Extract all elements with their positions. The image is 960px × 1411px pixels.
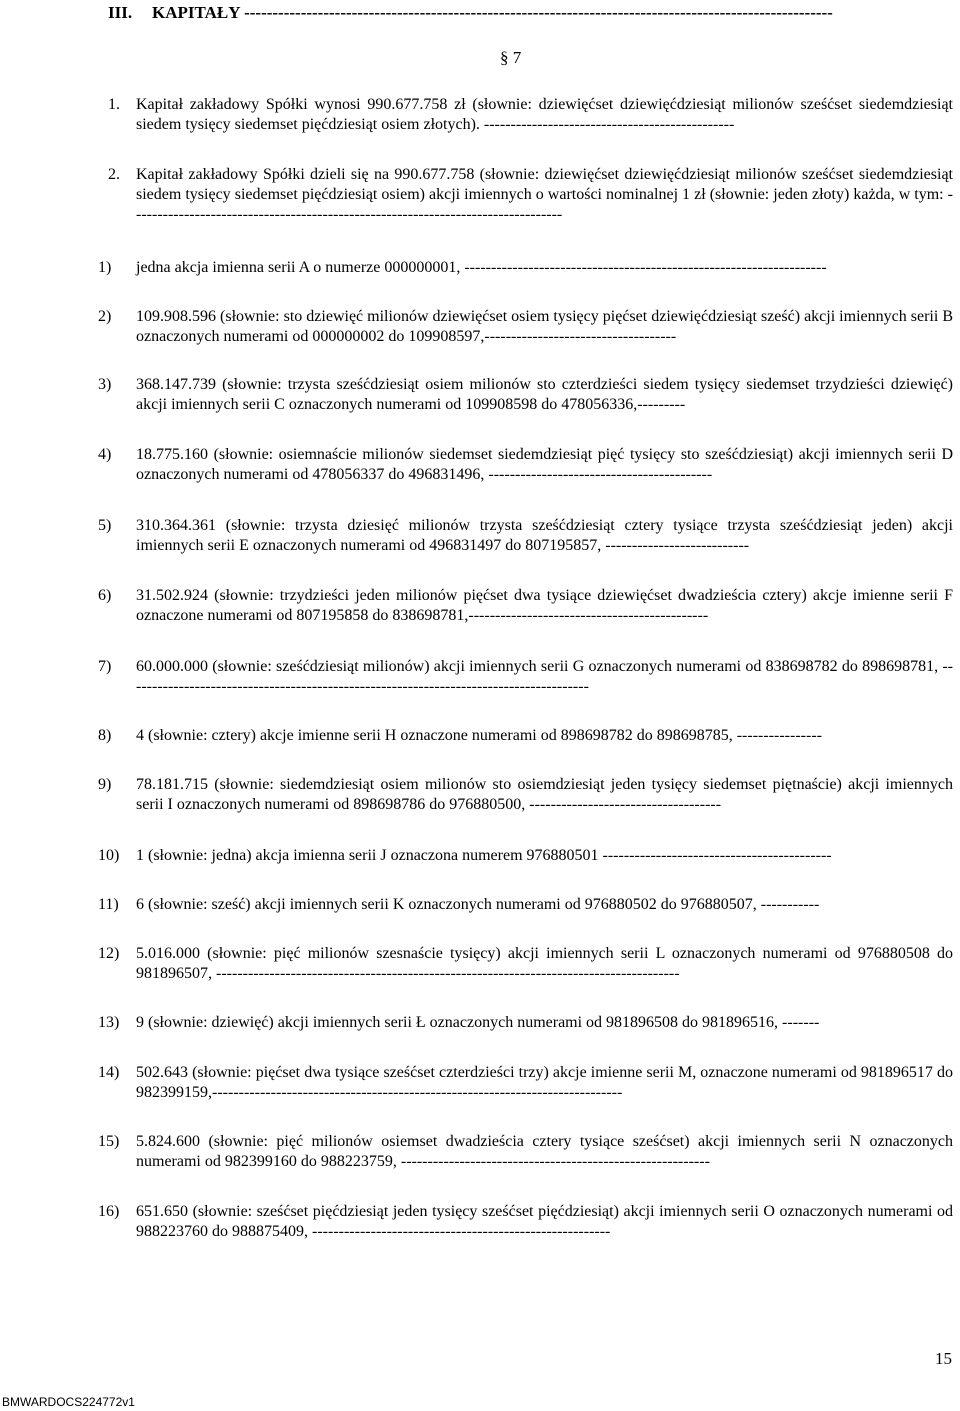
item-marker: 15) [98,1133,120,1150]
item-text: Kapitał zakładowy Spółki dzieli się na 990.677.758 (słownie: dziewięćset dziewięćdziesiąt milionów sześćset siedemdziesiąt siedem tysięcy siedemset pięćdziesiąt osiem) akcji imiennych o wartości nominalnej 1 zł (słownie: jeden złoty) każda, w tym: --------------------------------------------------------------------------------- [136,166,953,223]
share-series-item [98,1063,953,1103]
item-marker: 8) [98,727,112,744]
section-number: III. [108,3,133,22]
share-series-item [98,895,953,915]
item-text: 18.775.160 (słownie: osiemnaście milionów siedemset siedemdziesiąt pięć tysięcy sto sześćdziesiąt) akcji imiennych serii D oznaczonych numerami od 478056337 do 496831496, ------------------------------------------ [136,446,953,483]
item-text: 78.181.715 (słownie: siedemdziesiąt osiem milionów sto osiemdziesiąt jeden tysięcy siedemset piętnaście) akcji imiennych serii I oznaczonych numerami od 898698786 do 976880500, ------------------------------------ [136,776,953,813]
item-marker: 2. [108,166,120,183]
item-marker: 1. [108,96,120,113]
capital-item-2 [108,165,953,225]
document-id: BMWARDOCS224772v1 [2,1395,135,1409]
item-marker: 7) [98,658,112,675]
share-series-item [98,516,953,556]
share-series-item [98,375,953,415]
item-text: 502.643 (słownie: pięćset dwa tysiące sześćset czterdzieści trzy) akcje imienne serii M, oznaczone numerami od 981896517 do 982399159,----------------------------------------------------------------------------- [136,1064,953,1101]
item-text: 651.650 (słownie: sześćset pięćdziesiąt jeden tysięcy sześćset pięćdziesiąt) akcji imiennych serii O oznaczonych numerami od 988223760 do 988875409, -------------------------------------------------------- [136,1203,953,1240]
share-series-item [98,846,953,866]
item-text: 1 (słownie: jedna) akcja imienna serii J oznaczona numerem 976880501 ------------------------------------------- [136,847,832,864]
share-series-item [98,258,953,278]
item-text: 9 (słownie: dziewięć) akcji imiennych serii Ł oznaczonych numerami od 981896508 do 981896516, ------- [136,1014,820,1031]
share-series-item [98,307,953,347]
share-series-item [98,586,953,626]
item-marker: 6) [98,587,112,604]
item-text: 6 (słownie: sześć) akcji imiennych serii K oznaczonych numerami od 976880502 do 976880507, ----------- [136,896,820,913]
item-marker: 11) [98,896,119,913]
share-series-item [98,657,953,697]
item-text: 310.364.361 (słownie: trzysta dziesięć milionów trzysta sześćdziesiąt cztery tysiące trzysta sześćdziesiąt jeden) akcji imiennych serii E oznaczonych numerami od 496831497 do 807195857, --------------------------- [136,517,953,554]
item-marker: 14) [98,1064,120,1081]
item-marker: 4) [98,446,112,463]
item-marker: 5) [98,517,112,534]
section-title: KAPITAŁY -------------------------------------------------------------------------------------------------------- [152,3,833,22]
share-series-item [98,1013,953,1033]
item-marker: 9) [98,776,112,793]
item-marker: 3) [98,376,112,393]
item-text: Kapitał zakładowy Spółki wynosi 990.677.758 zł (słownie: dziewięćset dziewięćdziesiąt milionów sześćset siedemdziesiąt siedem tysięcy siedemset pięćdziesiąt osiem złotych). ----------------------------------------------- [136,96,953,133]
share-series-item [98,1132,953,1172]
item-marker: 1) [98,259,112,276]
item-marker: 10) [98,847,120,864]
item-marker: 2) [98,308,112,325]
share-series-item [98,1202,953,1242]
item-text: 368.147.739 (słownie: trzysta sześćdziesiąt osiem milionów sto czterdzieści siedem tysięcy siedemset trzydzieści dziewięć) akcji imiennych serii C oznaczonych numerami od 109908598 do 478056336,--------- [136,376,953,413]
item-text: 60.000.000 (słownie: sześćdziesiąt milionów) akcji imiennych serii G oznaczonych numerami od 838698782 do 898698781, --------------------------------------------------------------------------------------- [136,658,953,695]
paragraph-mark: § 7 [500,48,522,67]
item-text: 4 (słownie: cztery) akcje imienne serii H oznaczone numerami od 898698782 do 898698785, ---------------- [136,727,822,744]
item-marker: 12) [98,945,120,962]
share-series-item [98,726,953,746]
item-text: 31.502.924 (słownie: trzydzieści jeden milionów pięćset dwa tysiące dziewięćset dwadzieścia cztery) akcje imienne serii F oznaczone numerami od 807195858 do 838698781,--------------------------------------------- [136,587,953,624]
item-text: 5.016.000 (słownie: pięć milionów szesnaście tysięcy) akcji imiennych serii L oznaczonych numerami od 976880508 do 981896507, --------------------------------------------------------------------------------------- [136,945,953,982]
share-series-item [98,445,953,485]
item-marker: 13) [98,1014,120,1031]
capital-item-1 [108,95,953,135]
share-series-item [98,944,953,984]
item-text: jedna akcja imienna serii A o numerze 000000001, -------------------------------------------------------------------- [136,259,827,276]
item-text: 5.824.600 (słownie: pięć milionów osiemset dwadzieścia cztery tysiące sześćset) akcji imiennych serii N oznaczonych numerami od 982399160 do 988223759, ---------------------------------------------------------- [136,1133,953,1170]
section-heading [108,2,953,24]
item-text: 109.908.596 (słownie: sto dziewięć milionów dziewięćset osiem tysięcy pięćset dziewięćdziesiąt sześć) akcji imiennych serii B oznaczonych numerami od 000000002 do 109908597,------------------------------------ [136,308,953,345]
share-series-item [98,775,953,815]
page-number: 15 [935,1349,952,1368]
item-marker: 16) [98,1203,120,1220]
